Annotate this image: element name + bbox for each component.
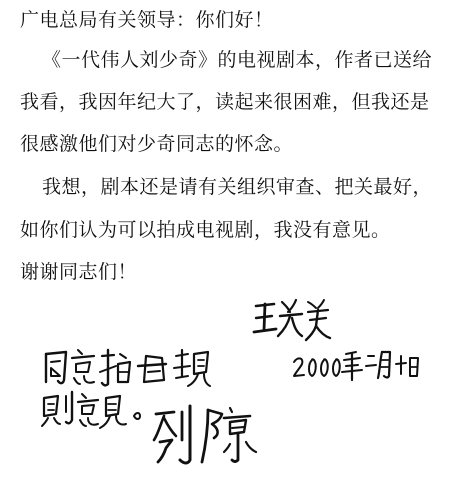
paragraph-1-line-3: 很感激他们对少奇同志的怀念。 — [20, 133, 294, 155]
paragraph-2-line-1: 我想，剧本还是请有关组织审查、把关最好， — [42, 176, 433, 198]
handwritten-note-line-1 — [42, 346, 212, 390]
signature-second-handwriting — [150, 404, 260, 470]
salutation: 广电总局有关领导：你们好！ — [20, 9, 274, 31]
paragraph-2-line-2: 如你们认为可以拍成电视剧，我没有意见。 — [20, 219, 391, 241]
signature-main-handwriting — [252, 296, 332, 344]
closing: 谢谢同志们！ — [20, 261, 138, 283]
paragraph-1-line-1: 《一代伟人刘少奇》的电视剧本，作者已送给 — [42, 49, 433, 71]
signature-date-handwriting — [292, 346, 420, 382]
paragraph-1-line-2: 我看，我因年纪大了，读起来很困难，但我还是 — [20, 91, 430, 113]
